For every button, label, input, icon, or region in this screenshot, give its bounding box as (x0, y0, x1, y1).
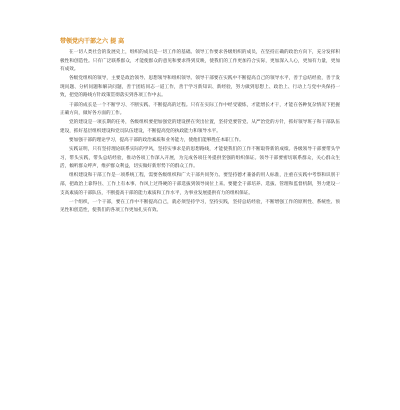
paragraph: 要加强干部的理论学习，提高干部的政治素质和业务能力，使他们能够胜任本职工作。 (69, 137, 244, 143)
paragraph: 实践证明，只有坚持理论联系实际的学风，坚持实事求是的思想路线，才能使我们的工作不断取得新的成绩。各级领导干部要带头学习，带头实践，带头总结经验，推动各项工作深入开展，为完成各项任务提供坚强的组织保证。领导干部要密切联系群众，关心群众生活，倾听群众呼声，维护群众利益，切实做好新形势下的群众工作。 (60, 147, 340, 170)
document-body (60, 49, 340, 216)
paragraph: 各级党组织的领导，主要是政治领导、思想领导和组织领导。领导干部要在实践中不断提高自己的领导水平，善于总结经验，善于发现问题、分析问题和解决问题，善于团结同志一道工作，善于学习新知识、新经验，努力做到思想上、政治上、行动上与党中央保持一致，把党的路线方针政策贯彻落实到各项工作中去。 (60, 76, 340, 99)
paragraph: 组织建设和干部工作是一项系统工程，需要各级组织和广大干部共同努力。要坚持德才兼备的用人标准，注重在实践中考察和识别干部，把政治上靠得住、工作上有本事、作风上过得硬的干部选拔到领导岗位上来。要健全干部培养、选拔、管理和监督机制，努力建设一支高素质的干部队伍，不断提高干部的能力素质和工作水平，为事业发展提供有力的组织保证。 (60, 173, 340, 196)
paragraph: 一个组织，一个干部，要在工作中不断提高自己，就必须坚持学习，坚持实践，坚持总结经验，不断增强工作的原则性、系统性、预见性和创造性，使我们的各项工作更加扎实有效。 (60, 199, 340, 214)
paragraph: 干部的成长是一个不断学习、不断实践、不断提高的过程。只有在实际工作中经受锻炼，才能增长才干，才能在各种复杂情况下把握正确方向，做好各方面的工作。 (60, 102, 340, 117)
paragraph: 在一切人类社会的发展史上，组织的成员是一切工作的基础。领导工作要求各级组织的成员，在坚持正确的政治方向下，充分发挥积极性和创造性。只有广泛联系群众，才能使群众的意见和要求得到反映，使我们的工作更加符合实际，更加深入人心，更加有力量，更加有成效。 (60, 50, 340, 73)
paragraph: 党的建设是一项长期的任务，各级组织要把加强党的建设摆在突出位置，坚持党要管党、从严治党的方针，抓好领导班子和干部队伍建设，抓好基层组织建设和党员队伍建设，不断提高党的执政能力和领导水平。 (60, 120, 340, 134)
page-title: 带领党内干部之六 提 高 (60, 38, 125, 45)
